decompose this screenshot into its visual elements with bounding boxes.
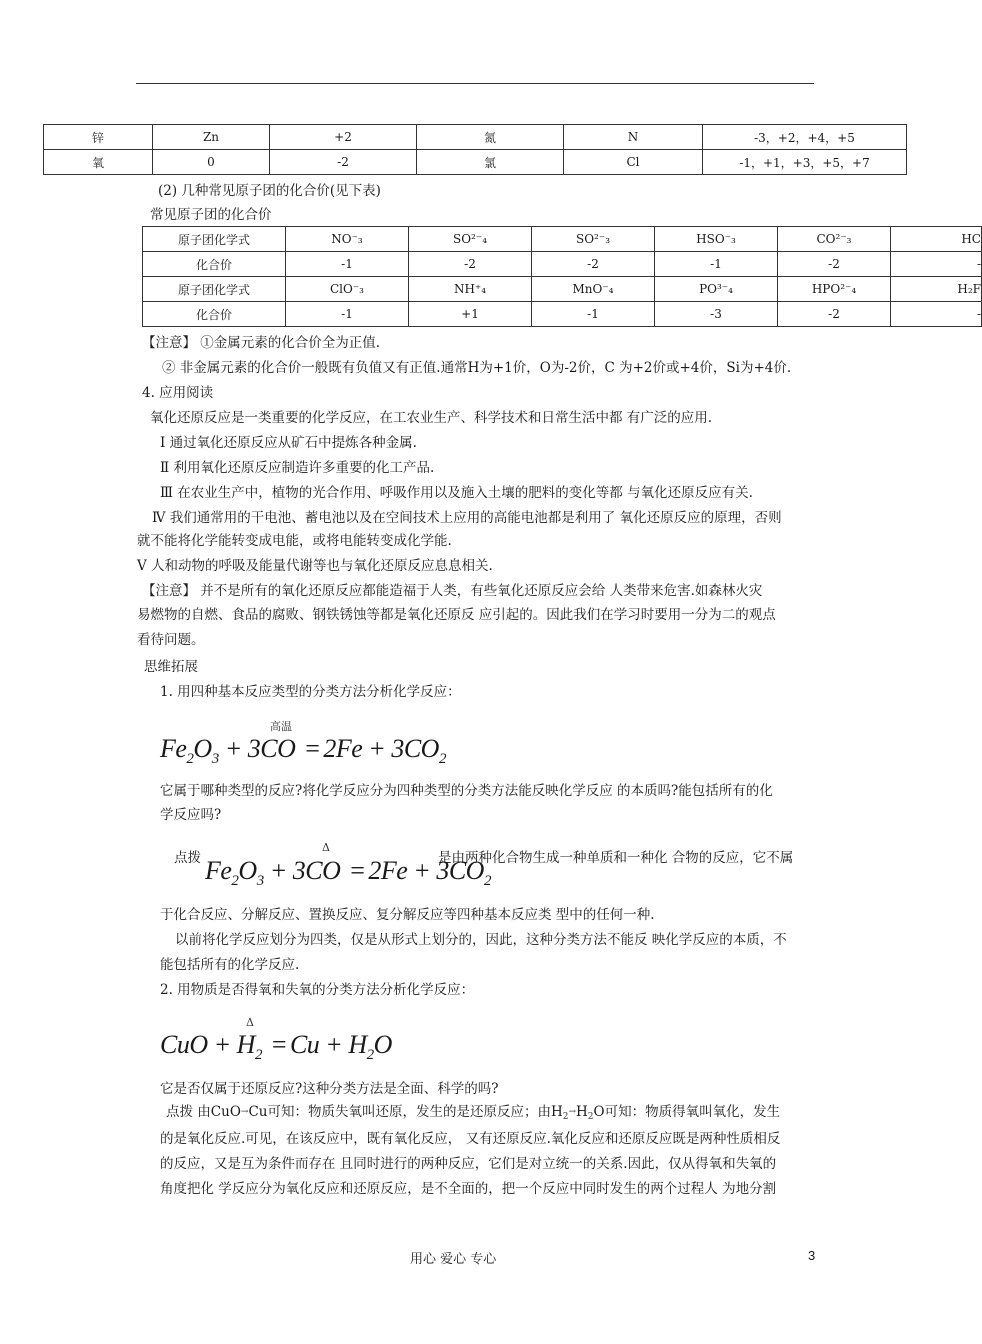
table-cell: SO²⁻₃ xyxy=(532,227,655,252)
section-title: 4. 应用阅读 xyxy=(142,385,214,401)
page-number: 3 xyxy=(808,1248,816,1263)
table-cell: -1 xyxy=(286,252,409,277)
table-cell: -3 xyxy=(655,302,778,327)
table-row xyxy=(143,227,982,252)
paragraph: 于化合反应、分解反应、置换反应、复分解反应等四种基本反应类 型中的任何一种. xyxy=(160,907,655,923)
table-cell: 锌 xyxy=(44,125,153,150)
hint-label: 点拨 xyxy=(174,850,201,866)
table-cell: -2 xyxy=(409,252,532,277)
table-cell: -1，+1，+3，+5，+7 xyxy=(703,150,907,175)
paragraph: 以前将化学反应划分为四类，仅是从形式上划分的，因此，这种分类方法不能反 映化学反应的本质，不 xyxy=(175,932,787,948)
arrow-icon: → xyxy=(240,1107,249,1117)
paragraph: 点拨 由CuO→Cu可知：物质失氧叫还原，发生的是还原反应；由$H_2\to H_2O$可知：物质得氧叫氧化，发生 xyxy=(166,1104,781,1122)
note-nonmetal: ② 非金属元素的化合价一般既有负值又有正值.通常H为+1价，O为-2价，C 为+2价或+4价，Si为+4价. xyxy=(162,360,792,376)
table-cell: -2 xyxy=(532,252,655,277)
note-paragraph: 易燃物的自燃、食品的腐败、钢铁锈蚀等都是氧化还原反 应引起的。因此我们在学习时要用一分为二的观点 xyxy=(137,607,776,623)
table-row xyxy=(143,252,982,277)
paragraph: 的反应，又是互为条件而存在 且同时进行的两种反应，它们是对立统一的关系.因此，仅从得氧和失氧的 xyxy=(160,1156,777,1172)
paragraph: 的是氧化反应.可见，在该反应中，既有氧化反应， 又有还原反应.氧化反应和还原反应既是两种性质相反 xyxy=(160,1131,781,1147)
paragraph: 学反应吗? xyxy=(160,807,222,823)
row-header: 化合价 xyxy=(143,302,286,327)
paragraph: Ⅰ 通过氧化还原反应从矿石中提炼各种金属. xyxy=(160,435,417,451)
question: 1. 用四种基本反应类型的分类方法分析化学反应： xyxy=(160,684,461,700)
text-fragment: H xyxy=(576,1104,588,1120)
table-cell: Zn xyxy=(153,125,270,150)
paragraph: Ⅳ 我们通常用的干电池、蓄电池以及在空间技术上应用的高能电池都是利用了 氧化还原反应的原理，否则 xyxy=(152,510,782,526)
note-paragraph: 看待问题。 xyxy=(137,632,205,648)
footer-text: 用心 爱心 专心 xyxy=(410,1252,497,1267)
arrow-icon: → xyxy=(568,1107,577,1117)
table-cell: H₂F xyxy=(891,277,982,302)
equation: CuO + $H_2 = Cu + H_2O$ xyxy=(160,1030,392,1063)
table-cell: Cl xyxy=(564,150,703,175)
table-cell: HPO²⁻₄ xyxy=(778,277,891,302)
table-cell: N xyxy=(564,125,703,150)
row-header: 原子团化学式 xyxy=(143,227,286,252)
table-cell: -1 xyxy=(532,302,655,327)
paragraph: Ⅱ 利用氧化还原反应制造许多重要的化工产品. xyxy=(160,460,435,476)
table-cell: HSO⁻₃ xyxy=(655,227,778,252)
table-cell: NO⁻₃ xyxy=(286,227,409,252)
table-cell: PO³⁻₄ xyxy=(655,277,778,302)
question: 2. 用物质是否得氧和失氧的分类方法分析化学反应： xyxy=(160,982,475,998)
table-cell: -2 xyxy=(778,252,891,277)
text-fragment: Cu可知：物质失氧叫还原，发生的是还原反应；由H xyxy=(248,1104,563,1120)
reaction-condition: Δ xyxy=(246,1016,254,1029)
equation: $Fe_2O_3 + 3CO = 2Fe + 3CO_2$ xyxy=(160,734,446,767)
table-cell: +1 xyxy=(409,302,532,327)
table-cell: 氧 xyxy=(44,150,153,175)
table-cell: HC xyxy=(891,227,982,252)
paragraph: Ⅲ 在农业生产中，植物的光合作用、呼吸作用以及施入土壤的肥料的变化等都 与氧化还原反应有关. xyxy=(160,485,753,501)
text-fragment: 点拨 由CuO xyxy=(166,1104,241,1120)
valence-table-radicals xyxy=(142,226,982,327)
table-cell: -3，+2，+4，+5 xyxy=(703,125,907,150)
reaction-condition: Δ xyxy=(322,841,330,854)
paragraph: 是由两种化合物生成一种单质和一种化 合物的反应，它不属 xyxy=(438,850,794,866)
table-cell: -1 xyxy=(655,252,778,277)
row-header: 化合价 xyxy=(143,252,286,277)
table-cell: ClO⁻₃ xyxy=(286,277,409,302)
paragraph: Ⅴ 人和动物的呼吸及能量代谢等也与氧化还原反应息息相关. xyxy=(137,558,493,574)
table-cell: MnO⁻₄ xyxy=(532,277,655,302)
table-cell: 0 xyxy=(153,150,270,175)
table-caption: 常见原子团的化合价 xyxy=(150,207,272,223)
row-header: 原子团化学式 xyxy=(143,277,286,302)
paragraph: 它属于哪种类型的反应?将化学反应分为四种类型的分类方法能反映化学反应 的本质吗?能包括所有的化 xyxy=(160,783,773,799)
table-cell: - xyxy=(891,302,982,327)
table-cell: -2 xyxy=(270,150,417,175)
text-fragment: O可知：物质得氧叫氧化，发生 xyxy=(593,1104,781,1120)
table-row xyxy=(143,277,982,302)
paragraph: 就不能将化学能转变成电能，或将电能转变成化学能. xyxy=(137,533,452,549)
table-cell: SO²⁻₄ xyxy=(409,227,532,252)
question: 它是否仅属于还原反应?这种分类方法是全面、科学的吗? xyxy=(160,1081,499,1097)
section-title: 思维拓展 xyxy=(144,659,198,675)
table-cell: -2 xyxy=(778,302,891,327)
table-cell: 氮 xyxy=(417,125,564,150)
paragraph: 氧化还原反应是一类重要的化学反应，在工农业生产、科学技术和日常生活中都 有广泛的应用. xyxy=(150,410,713,426)
note-paragraph: 【注意】 并不是所有的氧化还原反应都能造福于人类，有些氧化还原反应会给 人类带来危害.如森林火灾 xyxy=(142,583,763,599)
table-cell: +2 xyxy=(270,125,417,150)
table-cell: CO²⁻₃ xyxy=(778,227,891,252)
table-row xyxy=(143,302,982,327)
equation: $Fe_2O_3 + 3CO = 2Fe + 3CO_2$ xyxy=(205,856,491,889)
paragraph: 角度把化 学反应分为氧化反应和还原反应，是不全面的，把一个反应中同时发生的两个过程人 为地分割 xyxy=(160,1181,777,1197)
table-cell: NH⁺₄ xyxy=(409,277,532,302)
table-cell: -1 xyxy=(286,302,409,327)
paragraph: 能包括所有的化学反应. xyxy=(160,957,300,973)
note-metal: 【注意】 ①金属元素的化合价全为正值. xyxy=(142,335,381,351)
table-cell: 氯 xyxy=(417,150,564,175)
reaction-condition: 高温 xyxy=(270,720,292,733)
section-title: (2) 几种常见原子团的化合价(见下表) xyxy=(158,183,381,199)
table-cell: - xyxy=(891,252,982,277)
